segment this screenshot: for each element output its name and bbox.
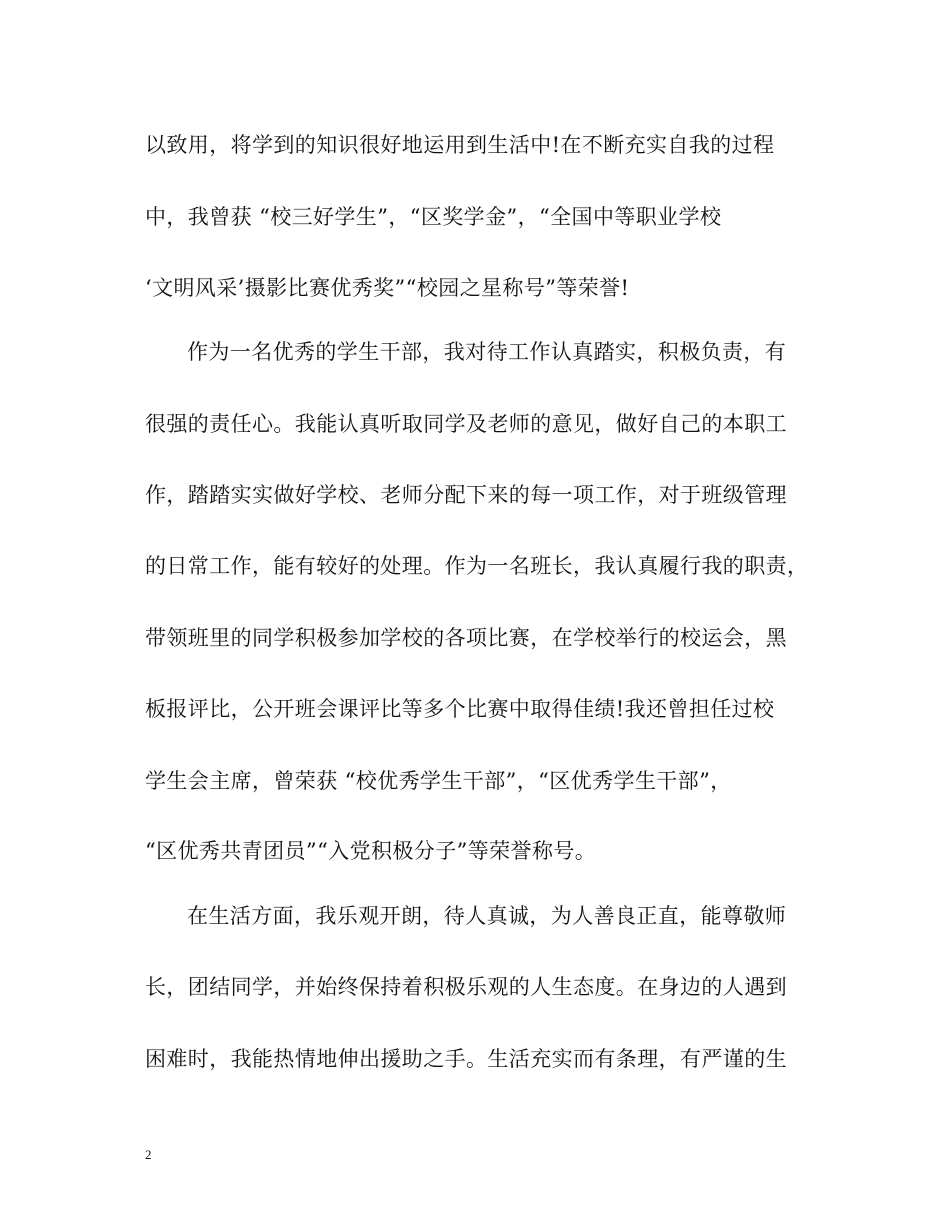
text-line: 很强的责任心。我能认真听取同学及老师的意见，做好自己的本职工 [145,412,787,436]
text-line: 的日常工作，能有较好的处理。作为一名班长，我认真履行我的职责， [145,554,809,578]
text-line: 板报评比，公开班会课评比等多个比赛中取得佳绩!我还曾担任过校 [145,697,775,721]
text-line: 中，我曾获 “校三好学生”，“区奖学金”，“全国中等职业学校 [145,205,722,229]
text-line: 以致用，将学到的知识很好地运用到生活中!在不断充实自我的过程 [145,133,775,157]
text-line: 困难时，我能热情地伸出援助之手。生活充实而有条理，有严谨的生 [145,1047,787,1071]
text-line: 带领班里的同学积极参加学校的各项比赛，在学校举行的校运会，黑 [145,626,787,650]
paragraph-start-line: 在生活方面，我乐观开朗，待人真诚，为人善良正直，能尊敬师 [187,904,787,928]
text-line: 作，踏踏实实做好学校、老师分配下来的每一项工作，对于班级管理 [145,483,787,507]
paragraph-start-line: 作为一名优秀的学生干部，我对待工作认真踏实，积极负责，有 [187,340,787,364]
text-line: 长，团结同学，并始终保持着积极乐观的人生态度。在身边的人遇到 [145,975,787,999]
page-number: 2 [145,1147,152,1162]
text-line: ‘文明风采’摄影比赛优秀奖”“校园之星称号”等荣誉! [145,276,630,300]
text-line: “区优秀共青团员”“入党积极分子”等荣誉称号。 [145,839,597,863]
text-line: 学生会主席，曾荣获 “校优秀学生干部”，“区优秀学生干部”， [145,769,732,793]
